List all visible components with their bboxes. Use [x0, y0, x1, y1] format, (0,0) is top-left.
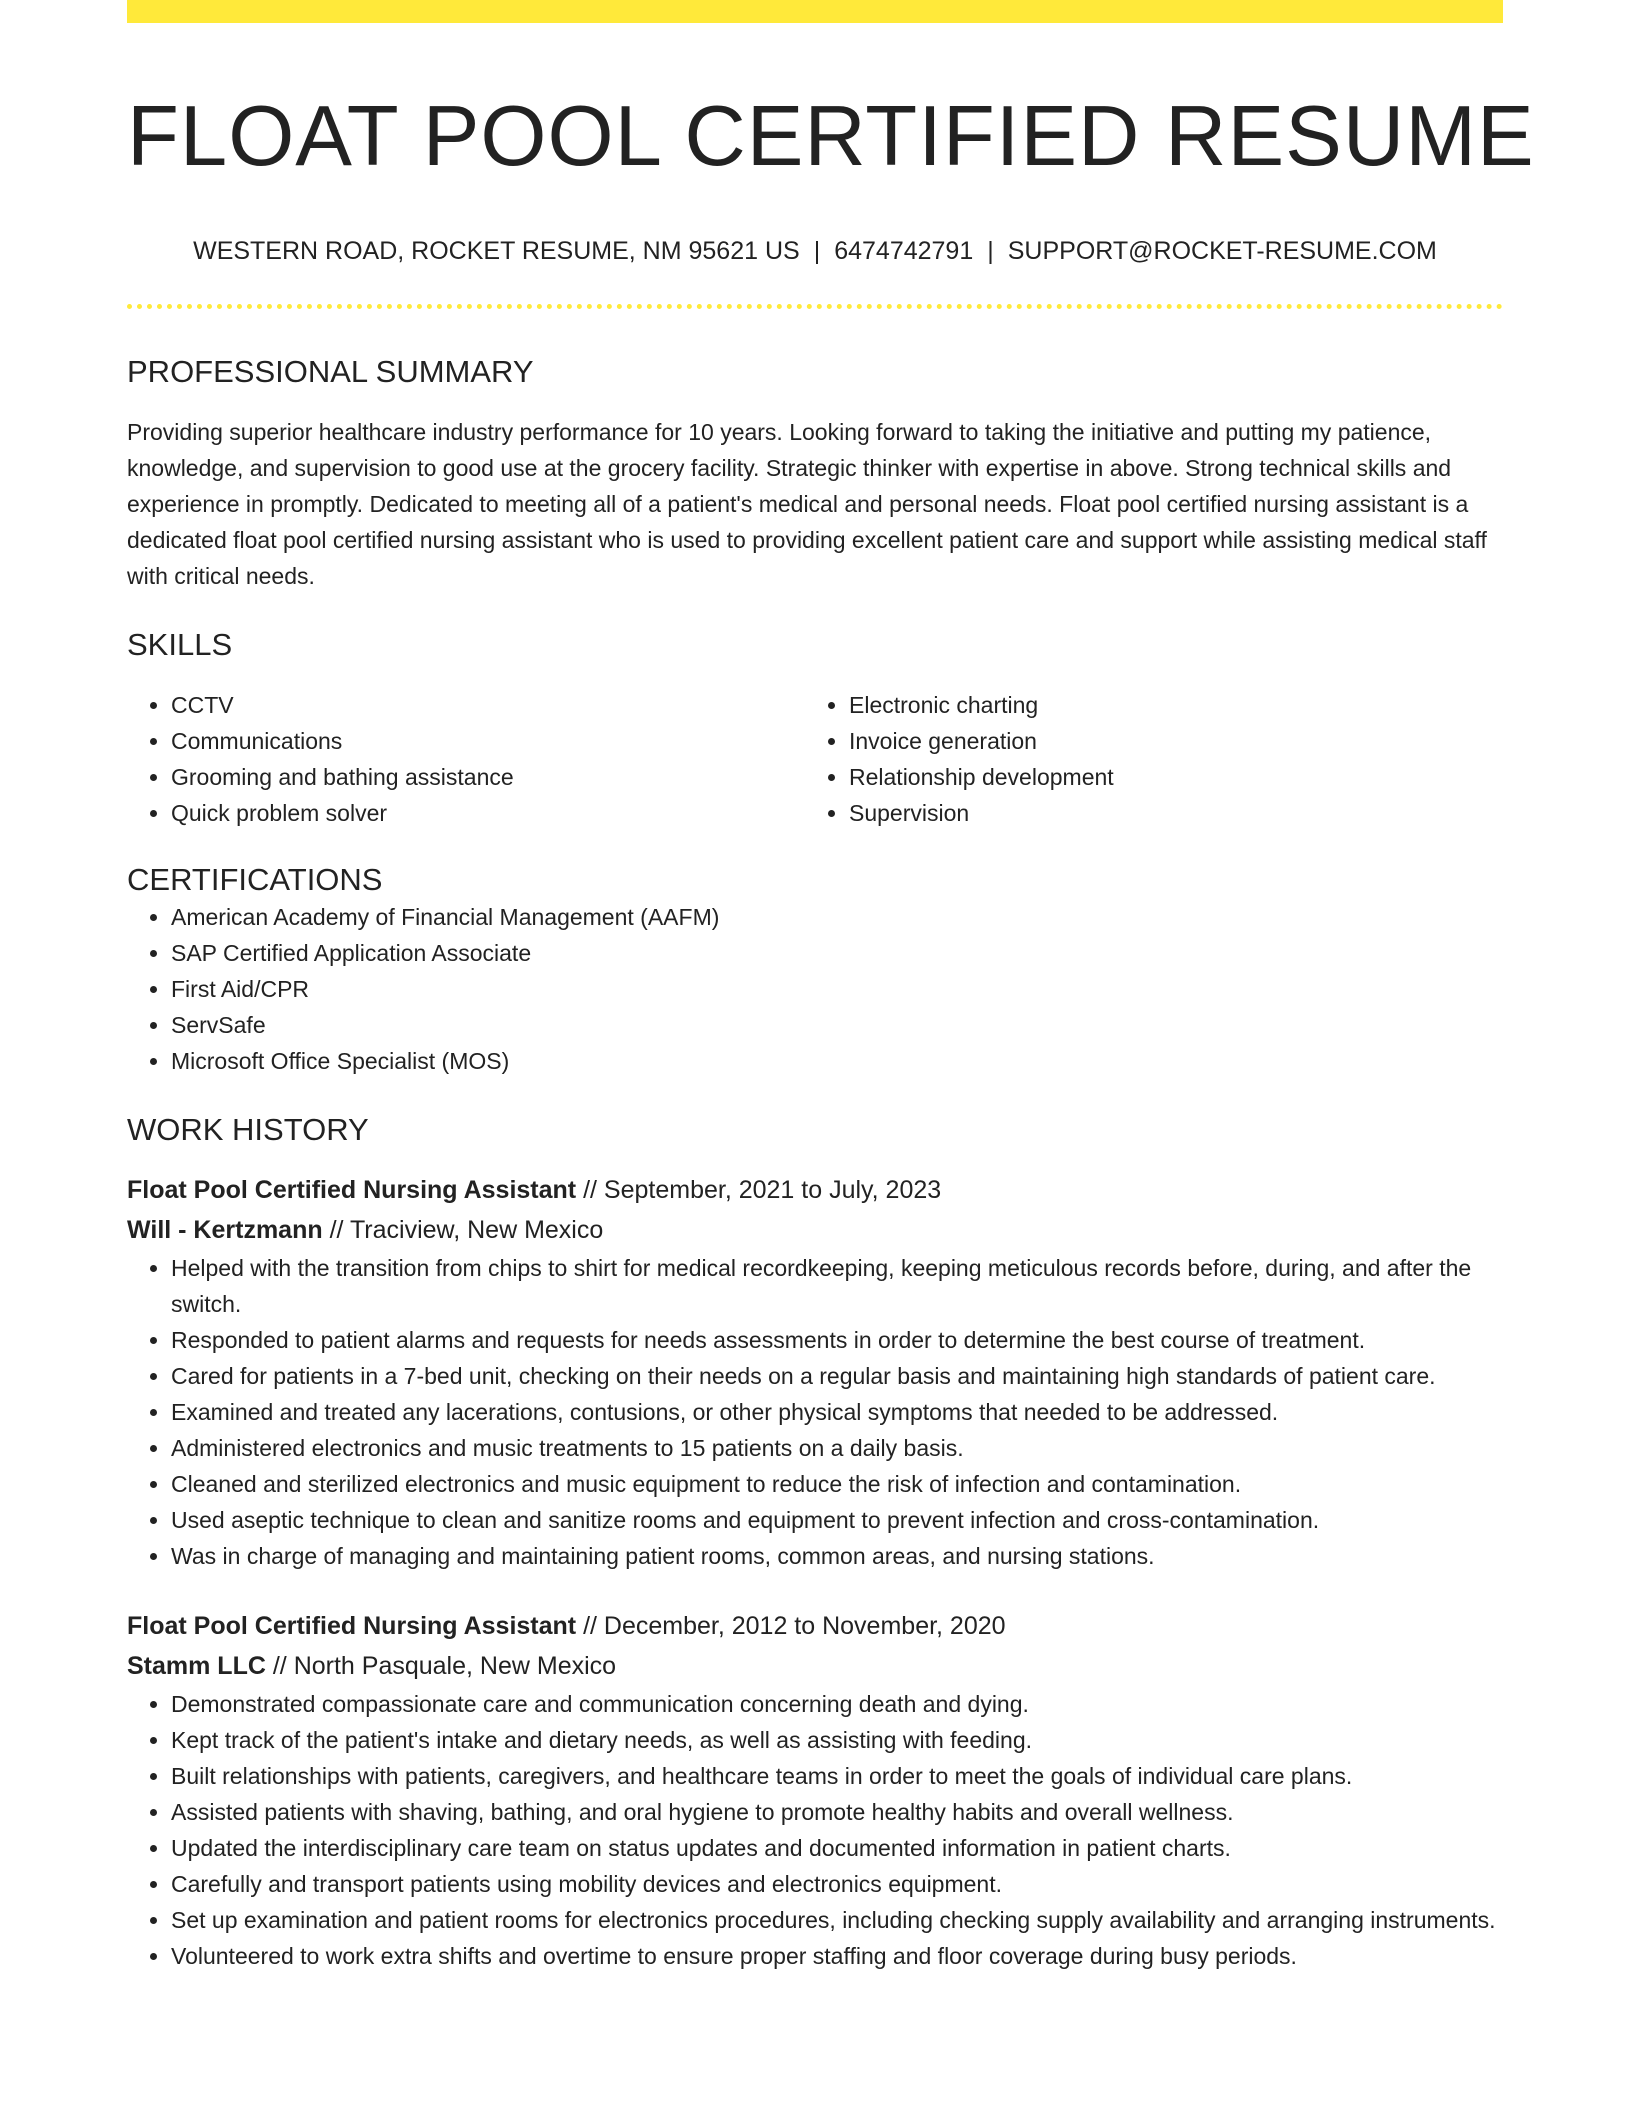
job-entry	[127, 1170, 1503, 1574]
job-bullet: • Cleaned and sterilized electronics and music equipment to reduce the risk of infection and contamination.	[171, 1466, 1503, 1502]
job-bullet: • Updated the interdisciplinary care team on status updates and documented information in patient charts.	[171, 1830, 1503, 1866]
job-bullets	[127, 1686, 1503, 1974]
contact-email: SUPPORT@ROCKET-RESUME.COM	[1007, 237, 1437, 265]
certification-item: • ServSafe	[171, 1007, 1503, 1043]
job-bullet: • Was in charge of managing and maintaining patient rooms, common areas, and nursing stations.	[171, 1538, 1503, 1574]
skill-item: • Electronic charting	[849, 687, 1483, 723]
job-bullet: • Kept track of the patient's intake and dietary needs, as well as assisting with feeding.	[171, 1722, 1503, 1758]
job-bullet: • Responded to patient alarms and requests for needs assessments in order to determine the best course of treatment.	[171, 1322, 1503, 1358]
skills-list-right	[805, 687, 1483, 831]
job-bullet: • Set up examination and patient rooms for electronics procedures, including checking supply availability and arranging instruments.	[171, 1902, 1503, 1938]
work-history-heading: WORK HISTORY	[127, 1111, 369, 1147]
job-bullet: • Demonstrated compassionate care and communication concerning death and dying.	[171, 1686, 1503, 1722]
job-location: // Traciview, New Mexico	[322, 1215, 604, 1244]
job-company: Will - Kertzmann	[127, 1215, 323, 1244]
skill-item: • Quick problem solver	[171, 795, 805, 831]
job-company-line	[127, 1646, 1503, 1686]
skill-item: • Communications	[171, 723, 805, 759]
job-company: Stamm LLC	[127, 1651, 266, 1680]
job-role: Float Pool Certified Nursing Assistant	[127, 1611, 577, 1640]
job-role-line	[127, 1170, 1503, 1210]
job-dates: // December, 2012 to November, 2020	[576, 1611, 1006, 1640]
skill-item: • CCTV	[171, 687, 805, 723]
resume-page	[127, 0, 1535, 1974]
contact-phone: 6474742791	[834, 237, 974, 265]
contact-line	[127, 236, 1503, 266]
job-dates: // September, 2021 to July, 2023	[576, 1175, 942, 1204]
accent-top-bar	[127, 0, 1503, 23]
contact-separator: |	[987, 237, 994, 265]
certification-item: • American Academy of Financial Management (AAFM)	[171, 899, 1503, 935]
summary-heading: PROFESSIONAL SUMMARY	[127, 354, 534, 389]
certification-item: • Microsoft Office Specialist (MOS)	[171, 1043, 1503, 1079]
job-bullet: • Administered electronics and music treatments to 15 patients on a daily basis.	[171, 1430, 1503, 1466]
certification-item: • First Aid/CPR	[171, 971, 1503, 1007]
skill-item: • Grooming and bathing assistance	[171, 759, 805, 795]
job-company-line	[127, 1210, 1503, 1250]
skill-item: • Supervision	[849, 795, 1483, 831]
skill-item: • Invoice generation	[849, 723, 1483, 759]
dotted-divider	[127, 304, 1503, 309]
job-location: // North Pasquale, New Mexico	[265, 1651, 617, 1680]
job-bullet: • Volunteered to work extra shifts and overtime to ensure proper staffing and floor coverage during busy periods.	[171, 1938, 1503, 1974]
job-entry	[127, 1606, 1503, 1974]
contact-address: WESTERN ROAD, ROCKET RESUME, NM 95621 US	[193, 237, 800, 265]
summary-text: Providing superior healthcare industry performance for 10 years. Looking forward to taking the initiative and putting my patience, knowledge, and supervision to good use at the grocery facility. Strategic thinker with expertise in above. Strong technical skills and experience in promptly. Dedicated to meeting all of a patient's medical and personal needs. Float pool certified nursing assistant is a dedicated float pool certified nursing assistant who is used to providing excellent patient care and support while assisting medical staff with critical needs.	[127, 419, 1487, 590]
certification-item: • SAP Certified Application Associate	[171, 935, 1503, 971]
job-bullet: • Examined and treated any lacerations, contusions, or other physical symptoms that needed to be addressed.	[171, 1394, 1503, 1430]
contact-separator: |	[813, 237, 821, 265]
job-role-line	[127, 1606, 1503, 1646]
skill-item: • Relationship development	[849, 759, 1483, 795]
job-bullet: • Helped with the transition from chips to shirt for medical recordkeeping, keeping meticulous records before, during, and after the switch.	[171, 1250, 1503, 1322]
job-bullet: • Built relationships with patients, caregivers, and healthcare teams in order to meet the goals of individual care plans.	[171, 1758, 1503, 1794]
certifications-list	[127, 899, 1503, 1079]
skills-list-left	[127, 687, 805, 831]
skills-heading: SKILLS	[127, 627, 233, 663]
job-bullet: • Cared for patients in a 7-bed unit, checking on their needs on a regular basis and maintaining high standards of patient care.	[171, 1358, 1503, 1394]
certifications-heading: CERTIFICATIONS	[127, 862, 383, 898]
job-role: Float Pool Certified Nursing Assistant	[127, 1175, 577, 1204]
job-bullet: • Used aseptic technique to clean and sanitize rooms and equipment to prevent infection and cross-contamination.	[171, 1502, 1503, 1538]
job-bullet: • Carefully and transport patients using mobility devices and electronics equipment.	[171, 1866, 1503, 1902]
skills-columns	[127, 687, 1503, 831]
job-bullets	[127, 1250, 1503, 1574]
resume-title: FLOAT POOL CERTIFIED RESUME	[127, 89, 1535, 184]
job-bullet: • Assisted patients with shaving, bathing, and oral hygiene to promote healthy habits and overall wellness.	[171, 1794, 1503, 1830]
